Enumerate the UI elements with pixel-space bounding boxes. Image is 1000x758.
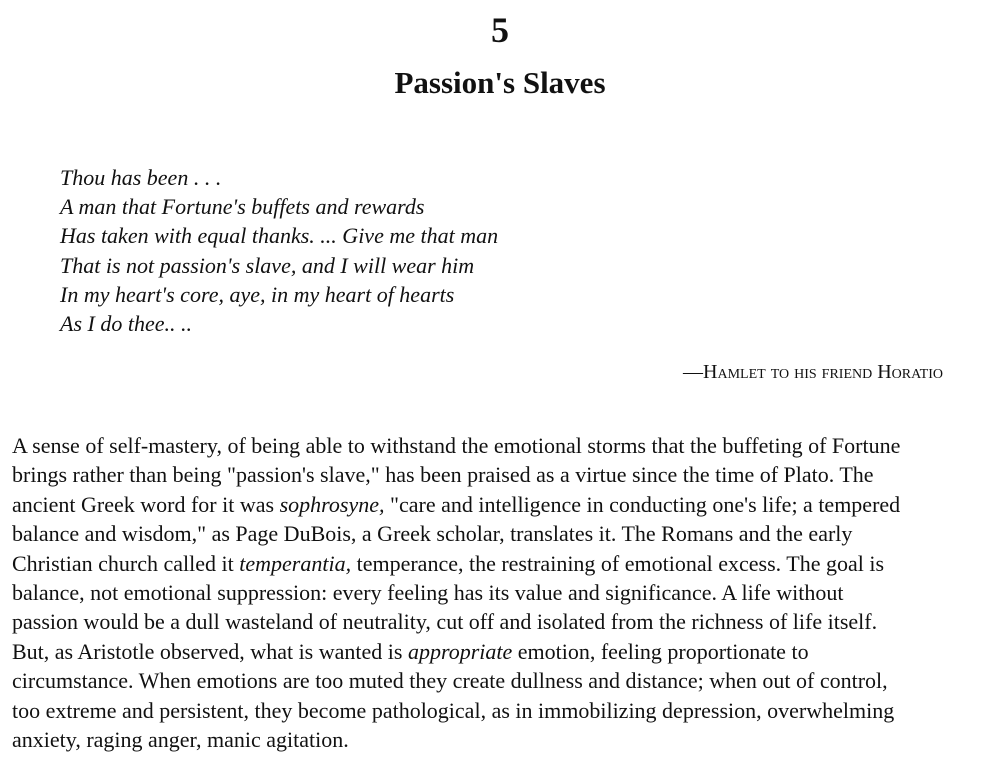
body-line: too extreme and persistent, they become pathological, as in immobilizing depression, overwhelming [12,697,895,723]
body-line: balance, not emotional suppression: every feeling has its value and significance. A life without [12,580,844,606]
body-line: brings rather than being "passion's slave," has been praised as a virtue since the time of Plato. The [12,462,874,488]
body-line: circumstance. When emotions are too muted they create dullness and distance; when out of control, [12,668,888,694]
emphasis-temperantia: temperantia, [239,550,352,576]
epigraph-line: Thou has been . . . [60,165,222,190]
body-line: A sense of self-mastery, of being able to withstand the emotional storms that the buffeting of Fortune [12,433,901,458]
epigraph-line: Has taken with equal thanks. ... Give me that man [60,223,499,249]
epigraph-line: As I do thee.. .. [60,311,192,337]
emphasis-sophrosyne: sophrosyne, [279,491,385,517]
body-line: balance and wisdom," as Page DuBois, a Greek scholar, translates it. The Romans and the early [12,521,853,547]
body-line: anxiety, raging anger, manic agitation. [12,727,349,753]
epigraph-attribution: —Hamlet to his friend Horatio [683,361,943,383]
body-line: passion would be a dull wasteland of neutrality, cut off and isolated from the richness of life itself. [12,609,878,635]
chapter-number: 5 [491,10,509,50]
epigraph-line: That is not passion's slave, and I will wear him [60,252,475,278]
epigraph-line: A man that Fortune's buffets and rewards [60,194,425,220]
epigraph [60,163,498,338]
emphasis-appropriate: appropriate [407,638,513,664]
body-paragraph [12,431,997,754]
chapter-title: Passion's Slaves [394,65,606,100]
epigraph-line: In my heart's core, aye, in my heart of hearts [60,281,455,307]
body-line: But, as Aristotle observed, what is wanted is appropriate emotion, feeling proportionate to [12,638,809,664]
body-line: ancient Greek word for it was sophrosyne, "care and intelligence in conducting one's life; a tempered [12,491,901,517]
body-line: Christian church called it temperantia, temperance, the restraining of emotional excess. The goal is [12,550,885,576]
